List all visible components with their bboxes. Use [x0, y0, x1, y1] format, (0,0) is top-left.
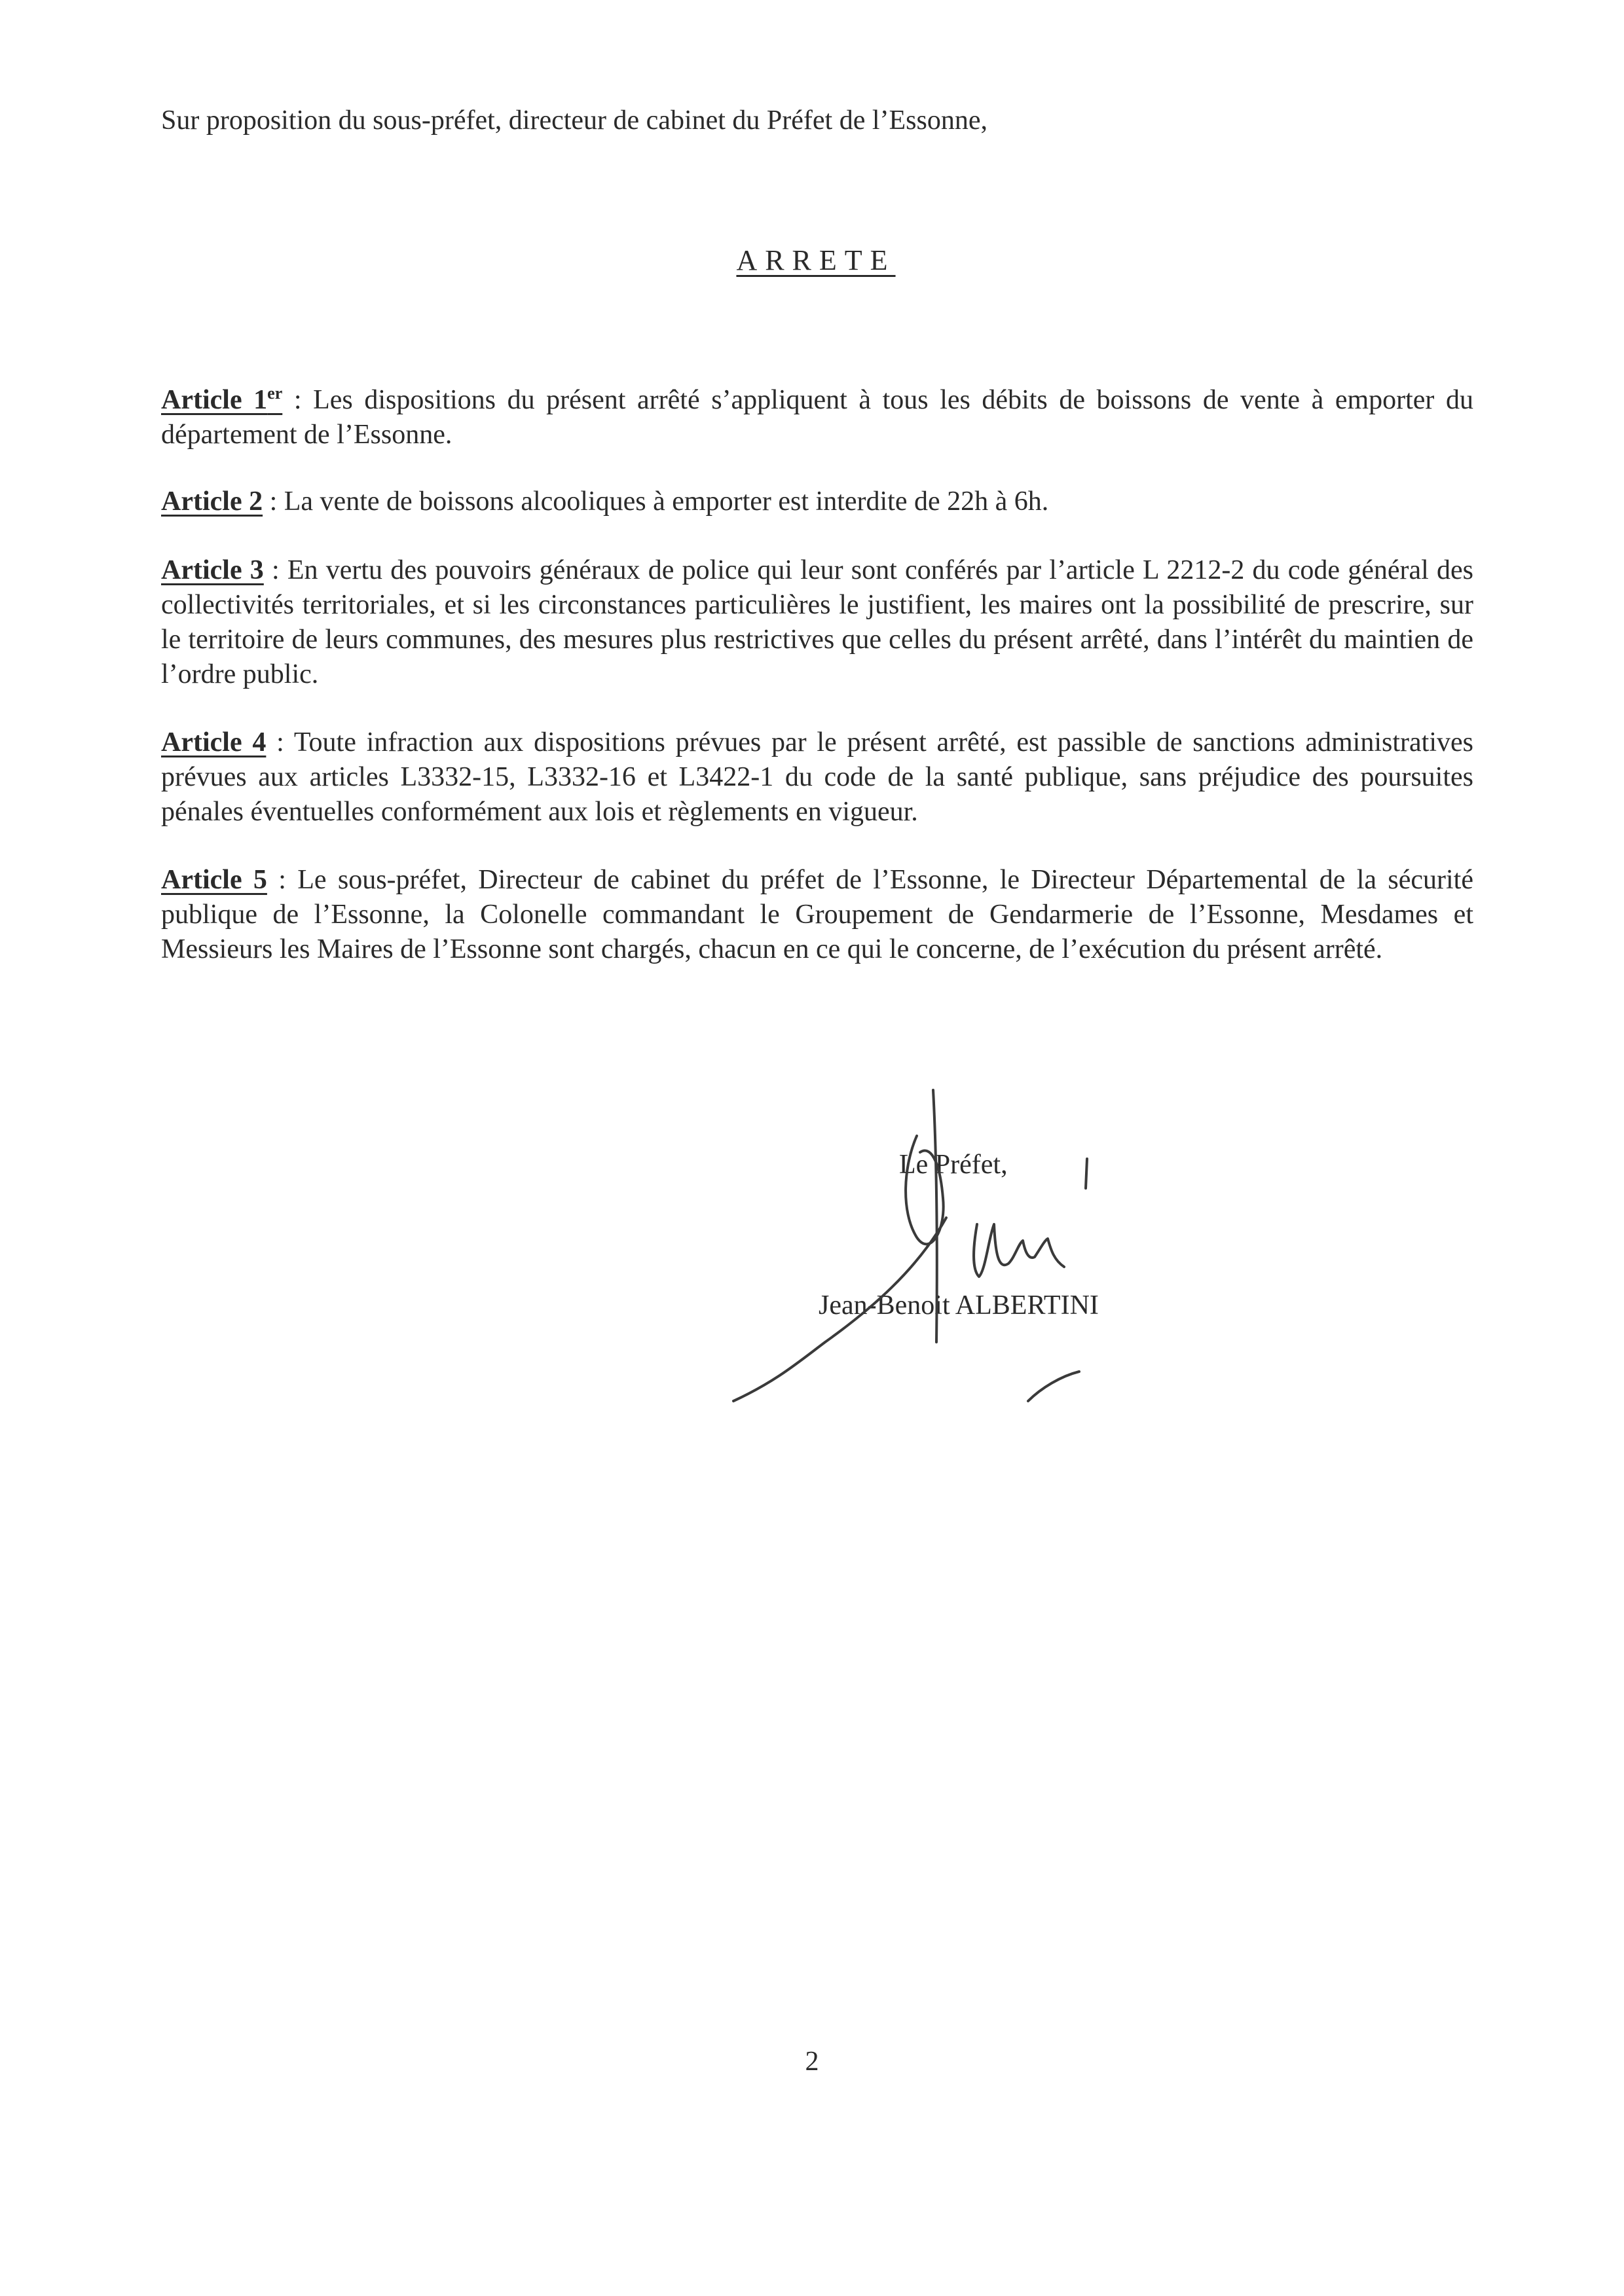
intro-paragraph: Sur proposition du sous-préfet, directeur de cabinet du Préfet de l’Essonne,: [161, 105, 987, 136]
article-2-text: : La vente de boissons alcooliques à emporter est interdite de 22h à 6h.: [263, 486, 1049, 517]
article-4-label: Article 4: [161, 727, 267, 757]
signatory-name: Jean-Benoit ALBERTINI: [819, 1290, 1099, 1321]
article-2-label: Article 2: [161, 486, 263, 517]
article-3: [161, 553, 1473, 692]
document-title: [0, 244, 1624, 277]
article-1-superscript: er: [267, 384, 283, 403]
article-3-label: Article 3: [161, 555, 264, 585]
article-1-text: : Les dispositions du présent arrêté s’appliquent à tous les débits de boissons de vente à emporter du département de l’Essonne.: [161, 385, 1473, 450]
article-5: [161, 863, 1473, 967]
handwritten-signature-icon: [720, 1074, 1126, 1440]
article-4-text: : Toute infraction aux dispositions prévues par le présent arrêté, est passible de sanctions administratives prévues aux articles L3332-15, L3332-16 et L3422-1 du code de la santé publique, sans préjudice des poursuites pénales éventuelles conformément aux lois et règlements en vigueur.: [161, 727, 1473, 827]
article-5-text: : Le sous-préfet, Directeur de cabinet du préfet de l’Essonne, le Directeur Départemental de la sécurité publique de l’Essonne, la Colonelle commandant le Groupement de Gendarmerie de l’Essonne, Mesdames et Messieurs les Maires de l’Essonne sont chargés, chacun en ce qui le concerne, de l’exécution du présent arrêté.: [161, 865, 1473, 964]
page-number: 2: [805, 2047, 819, 2077]
article-3-text: : En vertu des pouvoirs généraux de police qui leur sont conférés par l’article L 2212-2 du code général des collectivités territoriales, et si les circonstances particulières le justifient, les maires ont la possibilité de prescrire, sur le territoire de leurs communes, des mesures plus restrictives que celles du présent arrêté, dans l’intérêt du maintien de l’ordre public.: [161, 555, 1473, 689]
article-1-label: Article 1er: [161, 384, 283, 415]
article-5-label: Article 5: [161, 865, 267, 895]
article-2: [161, 484, 1473, 519]
signatory-title: Le Préfet,: [899, 1150, 1008, 1180]
article-4: [161, 725, 1473, 829]
article-1: [161, 383, 1473, 452]
title-text: ARRETE: [736, 244, 896, 276]
